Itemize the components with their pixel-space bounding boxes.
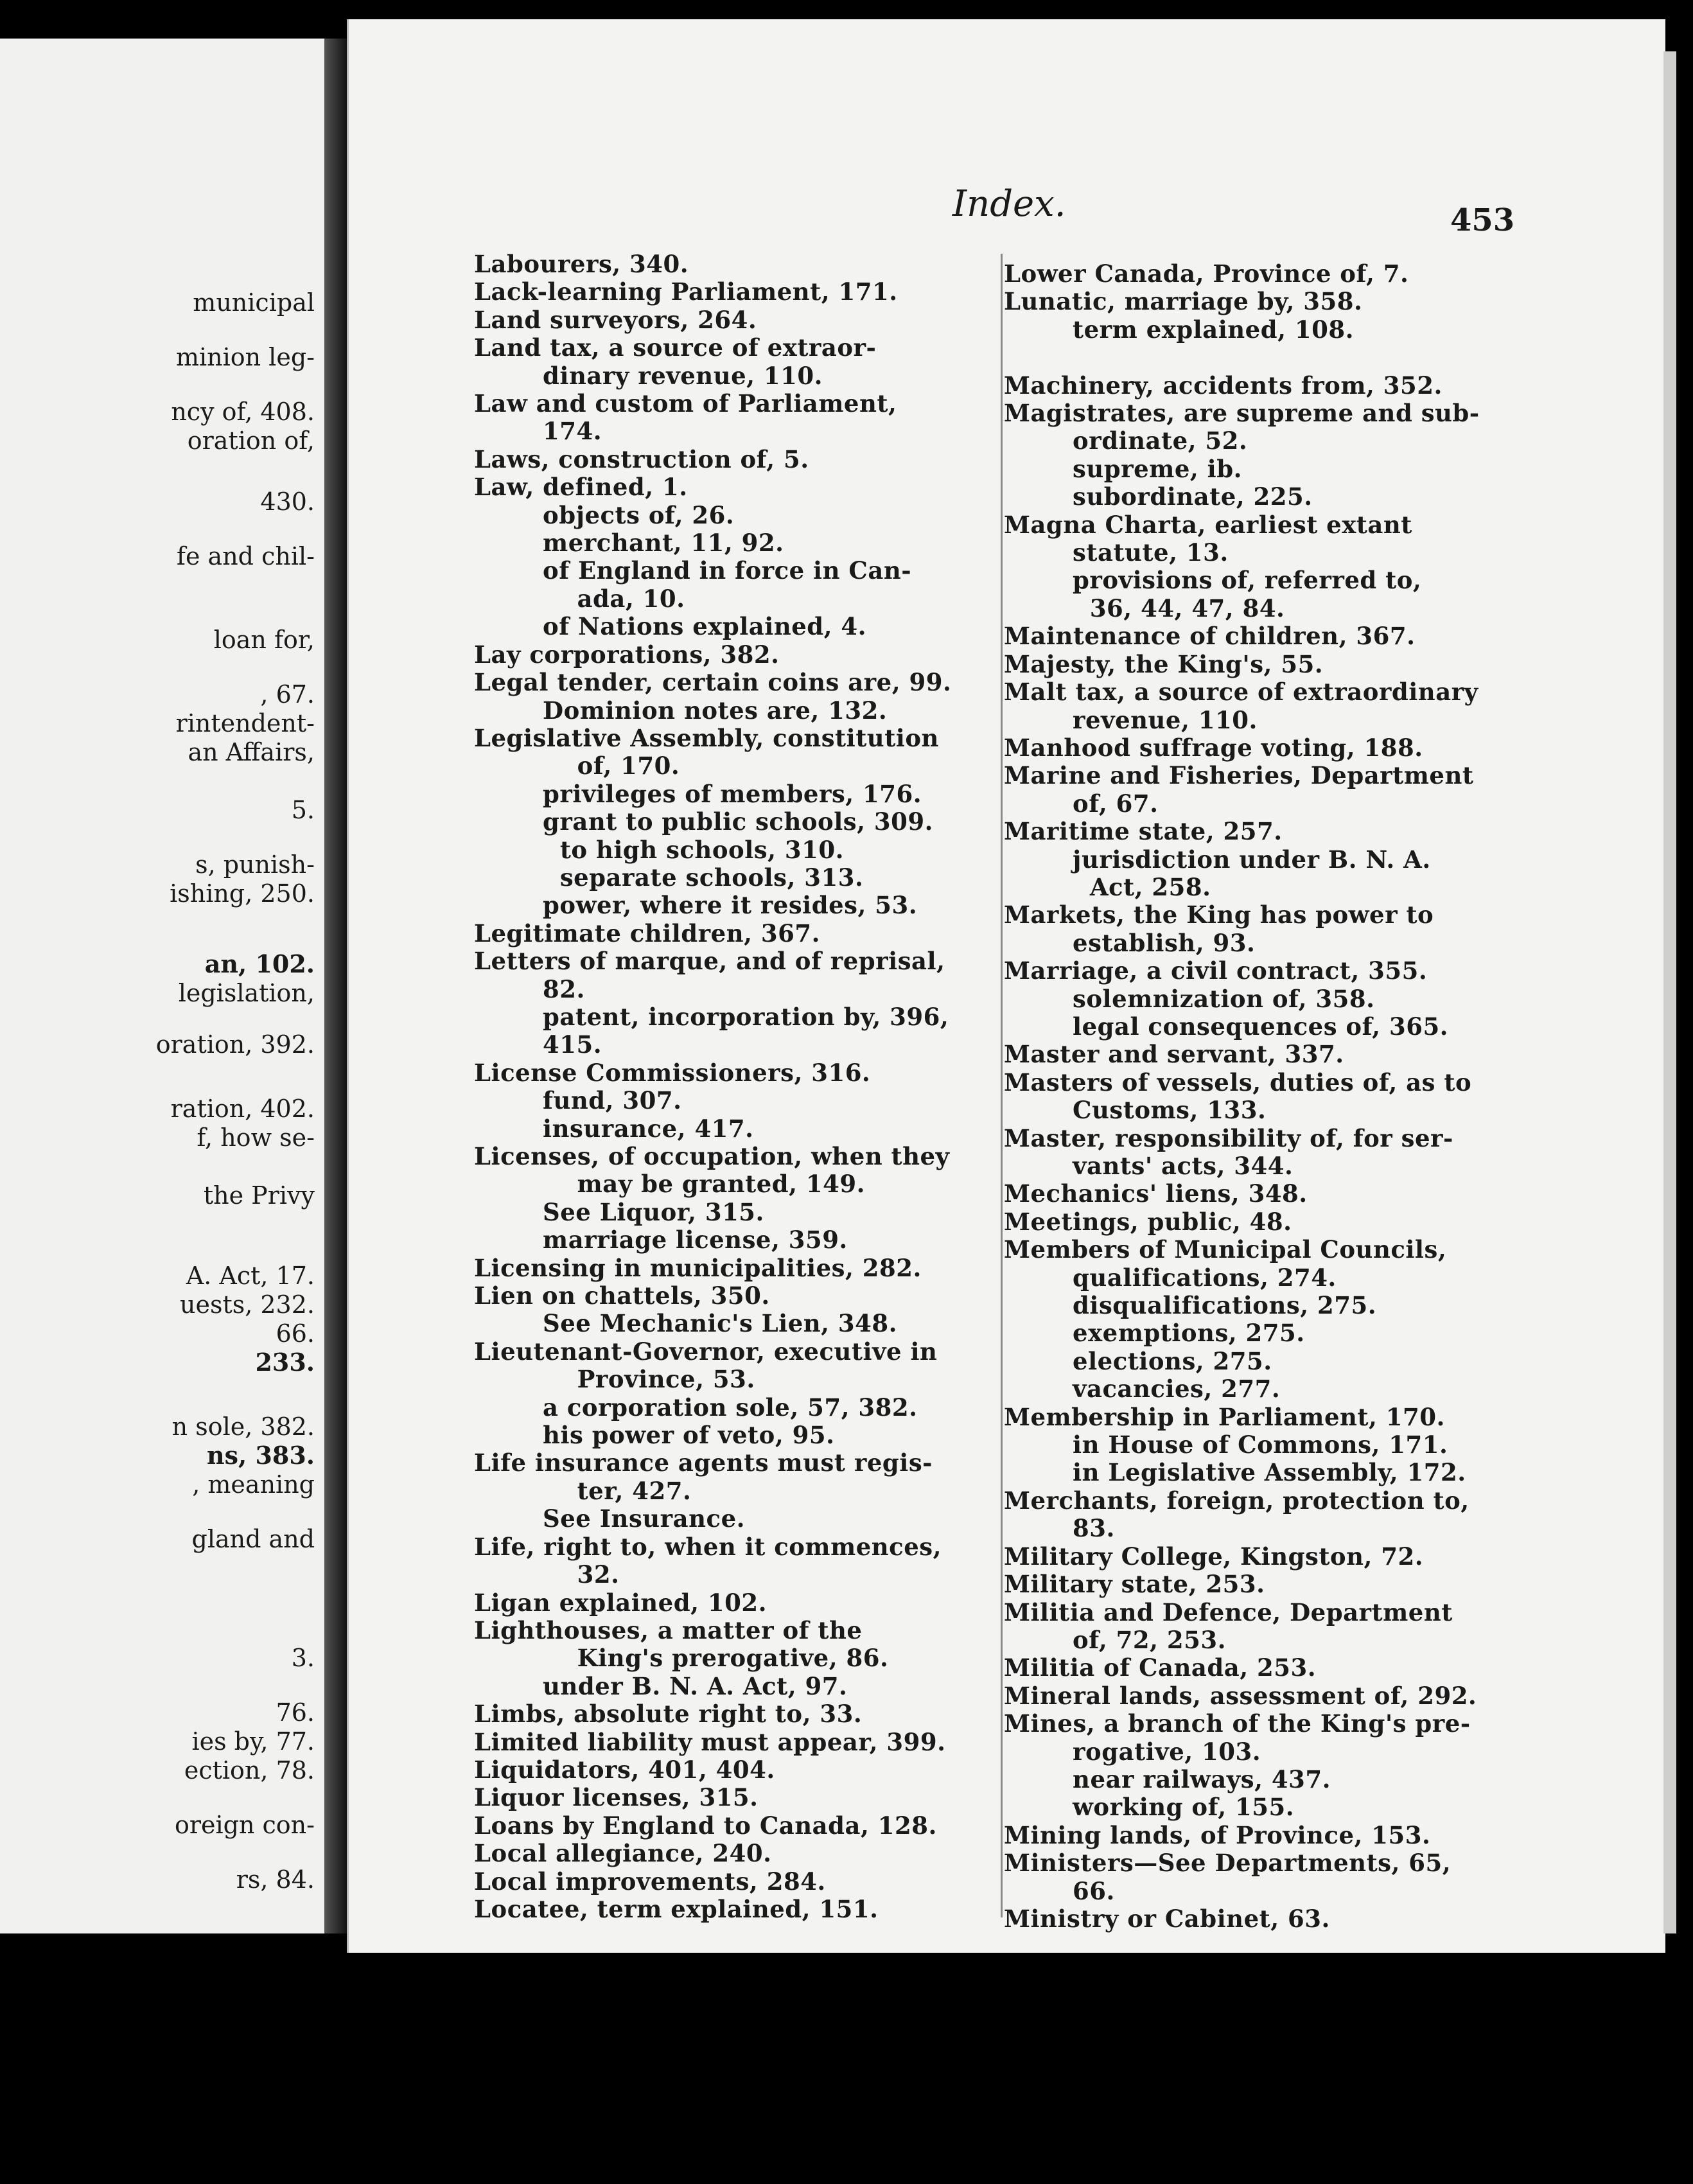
index-entry: Local allegiance, 240. xyxy=(474,1839,772,1868)
index-entry: Military College, Kingston, 72. xyxy=(1004,1542,1424,1571)
index-entry: merchant, 11, 92. xyxy=(474,529,784,558)
index-entry: Manhood suffrage voting, 188. xyxy=(1004,733,1423,762)
index-entry: Mechanics' liens, 348. xyxy=(1004,1179,1308,1208)
index-entry: of Nations explained, 4. xyxy=(474,612,867,641)
index-entry: objects of, 26. xyxy=(474,500,735,529)
index-entry: a corporation sole, 57, 382. xyxy=(474,1393,918,1422)
index-entry: Markets, the King has power to xyxy=(1004,901,1434,929)
index-entry: Militia and Defence, Department xyxy=(1004,1598,1453,1626)
index-entry: in House of Commons, 171. xyxy=(1004,1431,1448,1459)
left-page-fragment: an, 102. xyxy=(204,949,315,978)
index-entry: power, where it resides, 53. xyxy=(474,891,918,920)
index-entry: See Insurance. xyxy=(474,1504,745,1533)
index-entry: grant to public schools, 309. xyxy=(474,807,933,836)
index-entry: working of, 155. xyxy=(1004,1793,1295,1822)
left-page-fragment: oreign con- xyxy=(174,1811,315,1839)
index-entry: Lay corporations, 382. xyxy=(474,640,780,669)
index-entry: Militia of Canada, 253. xyxy=(1004,1653,1317,1682)
left-page-fragment: ns, 383. xyxy=(206,1441,315,1470)
index-entry: ter, 427. xyxy=(474,1476,692,1505)
left-page-fragment: oration, 392. xyxy=(155,1030,315,1059)
index-entry: Legal tender, certain coins are, 99. xyxy=(474,668,952,697)
column-divider xyxy=(1001,254,1003,1917)
left-page-fragment: oration of, xyxy=(187,427,315,455)
left-page-fragment: 76. xyxy=(276,1698,315,1727)
index-entry: 83. xyxy=(1004,1514,1115,1543)
left-page-fragment: , 67. xyxy=(260,680,315,709)
left-page-fragment: uests, 232. xyxy=(179,1290,315,1319)
index-entry: Legitimate children, 367. xyxy=(474,919,820,947)
left-page-fragment: legislation, xyxy=(178,979,315,1007)
index-entry: Lunatic, marriage by, 358. xyxy=(1004,287,1363,316)
index-entry: dinary revenue, 110. xyxy=(474,361,823,390)
index-entry: ada, 10. xyxy=(474,584,685,613)
index-entry: Magna Charta, earliest extant xyxy=(1004,510,1412,539)
index-entry: Dominion notes are, 132. xyxy=(474,696,888,725)
index-entry: Province, 53. xyxy=(474,1365,755,1394)
index-entry: term explained, 108. xyxy=(1004,315,1354,344)
index-entry: statute, 13. xyxy=(1004,538,1229,567)
left-page-fragment: ishing, 250. xyxy=(170,879,315,908)
left-page-fragment: n sole, 382. xyxy=(171,1413,315,1441)
index-entry: of, 67. xyxy=(1004,789,1159,818)
index-entry: Members of Municipal Councils, xyxy=(1004,1235,1447,1264)
left-page-fragment: s, punish- xyxy=(195,850,315,879)
left-page-fragment: f, how se- xyxy=(197,1123,315,1152)
index-entry: fund, 307. xyxy=(474,1086,682,1115)
index-entry: of, 170. xyxy=(474,752,680,780)
index-entry: Liquidators, 401, 404. xyxy=(474,1755,775,1784)
index-entry: elections, 275. xyxy=(1004,1346,1272,1375)
left-page-fragment: 3. xyxy=(291,1644,315,1672)
index-entry: near railways, 437. xyxy=(1004,1765,1331,1793)
index-entry: Lien on chattels, 350. xyxy=(474,1281,770,1310)
index-entry: Legislative Assembly, constitution xyxy=(474,723,939,752)
index-entry: Magistrates, are supreme and sub- xyxy=(1004,399,1480,428)
index-entry: solemnization of, 358. xyxy=(1004,984,1375,1013)
index-entry: ordinate, 52. xyxy=(1004,427,1248,455)
index-entry: Licensing in municipalities, 282. xyxy=(474,1253,922,1282)
index-entry: Lower Canada, Province of, 7. xyxy=(1004,260,1409,288)
left-page-fragment: the Privy xyxy=(203,1181,315,1210)
index-entry: Ministers—See Departments, 65, xyxy=(1004,1849,1452,1878)
index-entry: supreme, ib. xyxy=(1004,454,1242,483)
index-entry: Letters of marque, and of reprisal, xyxy=(474,947,945,976)
left-page-fragment: 233. xyxy=(255,1348,315,1377)
index-entry: qualifications, 274. xyxy=(1004,1263,1337,1292)
index-entry: establish, 93. xyxy=(1004,928,1256,957)
index-entry: insurance, 417. xyxy=(474,1114,754,1143)
index-entry: Licenses, of occupation, when they xyxy=(474,1142,950,1170)
index-entry: his power of veto, 95. xyxy=(474,1421,835,1450)
index-entry: of, 72, 253. xyxy=(1004,1625,1226,1654)
left-page xyxy=(0,39,324,1933)
left-page-fragment: rintendent- xyxy=(175,709,315,737)
left-page-fragment: minion leg- xyxy=(175,343,315,371)
index-entry: King's prerogative, 86. xyxy=(474,1644,889,1673)
page-edge xyxy=(1663,51,1676,1933)
index-entry: Customs, 133. xyxy=(1004,1096,1267,1125)
left-page-fragment: municipal xyxy=(193,288,315,317)
index-entry: Lack-learning Parliament, 171. xyxy=(474,277,898,306)
index-entry: Machinery, accidents from, 352. xyxy=(1004,371,1443,400)
index-entry: Membership in Parliament, 170. xyxy=(1004,1402,1445,1431)
index-entry: Mining lands, of Province, 153. xyxy=(1004,1820,1431,1849)
index-entry: Act, 258. xyxy=(1004,872,1211,901)
index-entry xyxy=(1004,344,1653,371)
left-page-fragment: rs, 84. xyxy=(236,1865,315,1894)
index-entry: Malt tax, a source of extraordinary xyxy=(1004,678,1478,707)
index-entry: jurisdiction under B. N. A. xyxy=(1004,845,1431,874)
index-entry: 174. xyxy=(474,417,602,446)
running-head: Index. xyxy=(952,183,1066,225)
index-entry: legal consequences of, 365. xyxy=(1004,1012,1449,1041)
index-entry: Law, defined, 1. xyxy=(474,473,688,502)
index-entry: Life, right to, when it commences, xyxy=(474,1532,942,1561)
index-entry: privileges of members, 176. xyxy=(474,779,922,808)
index-entry: 66. xyxy=(1004,1876,1115,1905)
index-entry: See Liquor, 315. xyxy=(474,1197,764,1226)
index-entry: Liquor licenses, 315. xyxy=(474,1783,759,1812)
index-entry: Lieutenant-Governor, executive in xyxy=(474,1337,938,1366)
left-page-fragment: 5. xyxy=(291,796,315,824)
index-entry: may be granted, 149. xyxy=(474,1170,865,1199)
index-entry: Labourers, 340. xyxy=(474,250,689,278)
index-entry: 82. xyxy=(474,974,585,1003)
index-entry: patent, incorporation by, 396, xyxy=(474,1002,949,1031)
index-entry: 32. xyxy=(474,1560,620,1589)
index-entry: vacancies, 277. xyxy=(1004,1375,1281,1404)
index-entry: Limited liability must appear, 399. xyxy=(474,1727,946,1756)
index-entry: Majesty, the King's, 55. xyxy=(1004,649,1324,678)
index-entry: Locatee, term explained, 151. xyxy=(474,1894,879,1923)
index-entry: to high schools, 310. xyxy=(474,835,844,864)
index-entry: in Legislative Assembly, 172. xyxy=(1004,1458,1466,1487)
index-entry: See Mechanic's Lien, 348. xyxy=(474,1309,898,1338)
index-entry: Masters of vessels, duties of, as to xyxy=(1004,1068,1472,1096)
index-entry: Laws, construction of, 5. xyxy=(474,445,809,473)
left-page-fragment: ection, 78. xyxy=(184,1756,315,1784)
index-column-2 xyxy=(1004,260,1653,1933)
index-entry: Merchants, foreign, protection to, xyxy=(1004,1486,1469,1515)
index-entry: Maritime state, 257. xyxy=(1004,817,1283,846)
index-entry: disqualifications, 275. xyxy=(1004,1291,1377,1320)
index-entry: Law and custom of Parliament, xyxy=(474,389,897,418)
left-page-fragment: an Affairs, xyxy=(188,738,315,766)
left-page-fragment: A. Act, 17. xyxy=(186,1262,315,1290)
index-entry: Lighthouses, a matter of the xyxy=(474,1616,863,1644)
index-entry: Master, responsibility of, for ser- xyxy=(1004,1123,1453,1152)
index-entry: Land surveyors, 264. xyxy=(474,305,757,334)
index-entry: Master and servant, 337. xyxy=(1004,1040,1344,1069)
index-entry: Ligan explained, 102. xyxy=(474,1588,767,1617)
index-entry: Ministry or Cabinet, 63. xyxy=(1004,1904,1330,1933)
index-entry: License Commissioners, 316. xyxy=(474,1058,871,1087)
index-entry: subordinate, 225. xyxy=(1004,482,1313,511)
index-entry: Local improvements, 284. xyxy=(474,1867,826,1896)
index-entry: Life insurance agents must regis- xyxy=(474,1449,933,1477)
left-page-fragment: , meaning xyxy=(192,1470,315,1499)
left-page-fragment: ies by, 77. xyxy=(191,1727,315,1756)
index-entry: under B. N. A. Act, 97. xyxy=(474,1671,848,1700)
index-entry: Meetings, public, 48. xyxy=(1004,1207,1292,1236)
left-page-fragment: 430. xyxy=(260,488,315,516)
index-entry: exemptions, 275. xyxy=(1004,1319,1305,1348)
index-entry: revenue, 110. xyxy=(1004,705,1258,734)
index-entry: Mineral lands, assessment of, 292. xyxy=(1004,1681,1477,1710)
index-entry: marriage license, 359. xyxy=(474,1226,848,1255)
index-entry: rogative, 103. xyxy=(1004,1737,1261,1766)
book-gutter xyxy=(324,39,347,1933)
left-page-fragment: 66. xyxy=(276,1319,315,1348)
right-page xyxy=(347,19,1665,1953)
index-entry: Limbs, absolute right to, 33. xyxy=(474,1700,863,1729)
index-entry: provisions of, referred to, xyxy=(1004,566,1422,595)
index-entry: vants' acts, 344. xyxy=(1004,1152,1294,1180)
index-entry: Marine and Fisheries, Department xyxy=(1004,761,1474,790)
index-entry: Loans by England to Canada, 128. xyxy=(474,1811,937,1840)
index-entry: of England in force in Can- xyxy=(474,556,912,585)
index-entry: Maintenance of children, 367. xyxy=(1004,622,1416,651)
left-page-fragment: ncy of, 408. xyxy=(171,398,315,426)
index-entry: 36, 44, 47, 84. xyxy=(1004,594,1285,622)
index-entry: Land tax, a source of extraor- xyxy=(474,333,877,362)
page-number: 453 xyxy=(1450,202,1515,238)
index-entry: Mines, a branch of the King's pre- xyxy=(1004,1709,1471,1738)
index-entry: separate schools, 313. xyxy=(474,863,864,892)
left-page-fragment: fe and chil- xyxy=(176,542,315,570)
index-entry: 415. xyxy=(474,1030,602,1059)
left-page-fragment: ration, 402. xyxy=(170,1095,315,1123)
left-page-fragment: loan for, xyxy=(213,626,315,654)
left-page-fragment: gland and xyxy=(191,1525,315,1553)
index-entry: Marriage, a civil contract, 355. xyxy=(1004,956,1428,985)
index-entry: Military state, 253. xyxy=(1004,1570,1265,1599)
